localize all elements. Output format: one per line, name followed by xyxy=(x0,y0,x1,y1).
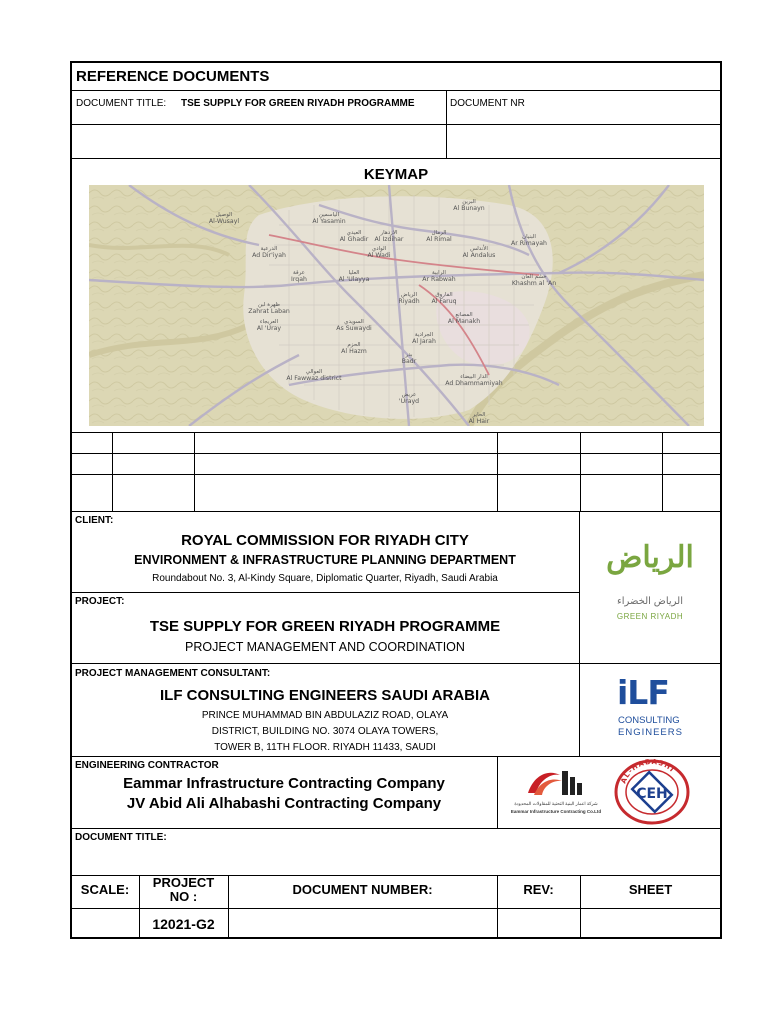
contractor-line-1: Eammar Infrastructure Contracting Company xyxy=(123,775,445,792)
project-name: TSE SUPPLY FOR GREEN RIYADH PROGRAMME xyxy=(149,618,501,635)
map-label-arabic: البرين xyxy=(462,199,476,205)
pmc-address-line-2: DISTRICT, BUILDING NO. 3074 OLAYA TOWERS, xyxy=(211,726,439,737)
map-label-arabic: عرقة xyxy=(293,270,305,276)
map-label: Al Hair xyxy=(468,418,490,425)
svg-text:AL-HABASHI: AL-HABASHI xyxy=(619,758,677,785)
revision-cell[interactable] xyxy=(500,456,577,471)
revision-cell[interactable] xyxy=(115,477,191,508)
map-label: Al 'Uray xyxy=(256,325,282,332)
alhabashi-logo-mark xyxy=(612,758,692,826)
revision-cell[interactable] xyxy=(665,477,718,508)
revision-cell[interactable] xyxy=(74,456,109,471)
alhabashi-logo xyxy=(612,758,692,826)
map-label-arabic: الياسمين xyxy=(318,212,340,218)
map-label: Al Fawwaz district xyxy=(286,375,342,382)
map-label: Al Yasamin xyxy=(312,218,346,225)
map-label: Ar Rabwah xyxy=(422,276,456,283)
map-label: Al Jarah xyxy=(412,338,436,345)
map-label: Al Ghadir xyxy=(339,236,369,243)
doc-nr-input[interactable] xyxy=(448,126,720,158)
eammar-logo xyxy=(506,765,606,820)
document-title-label: DOCUMENT TITLE: xyxy=(75,832,167,843)
map-label: Al Faruq xyxy=(431,298,457,305)
pmc-label: PROJECT MANAGEMENT CONSULTANT: xyxy=(75,668,271,679)
ilf-logo-line-1: CONSULTING xyxy=(618,715,680,726)
map-label: Al Manakh xyxy=(447,318,481,325)
doc-title-value: TSE SUPPLY FOR GREEN RIYADH PROGRAMME xyxy=(181,98,415,109)
map-label-arabic: الدار البيضاء xyxy=(460,374,488,380)
map-label-arabic: ظهرة لبن xyxy=(257,302,281,308)
map-label: 'Urayd xyxy=(398,398,420,405)
map-label: Al Bunayn xyxy=(453,205,485,212)
keymap-title: KEYMAP xyxy=(363,166,429,183)
map-label-arabic: الجرادية xyxy=(414,332,434,338)
map-label-arabic: الحاير xyxy=(472,412,486,418)
document-title-input[interactable] xyxy=(72,846,720,874)
reference-documents-heading: REFERENCE DOCUMENTS xyxy=(76,68,270,85)
map-label-arabic: الرمال xyxy=(431,230,447,236)
revision-cell[interactable] xyxy=(115,435,191,450)
map-label-arabic: عريض xyxy=(401,392,417,398)
rev-label: REV: xyxy=(523,882,554,897)
map-label-arabic: الحزم xyxy=(347,342,361,348)
map-label-arabic: السويدي xyxy=(344,319,364,325)
eammar-logo-mark xyxy=(526,765,586,799)
map-label-arabic: البنيان xyxy=(522,234,536,240)
map-label: Ad Dir'iyah xyxy=(252,252,286,259)
map-label: Irqah xyxy=(291,276,307,283)
map-label: Ad Dhammamiyah xyxy=(445,380,503,387)
pmc-address-line-3: TOWER B, 11TH FLOOR. RIYADH 11433, SAUDI xyxy=(214,742,436,753)
map-label-arabic: العريجاء xyxy=(259,319,279,325)
map-label-arabic: المصانع xyxy=(455,312,473,318)
map-label-arabic: الرياض xyxy=(400,292,418,298)
keymap-image xyxy=(89,185,704,426)
map-label: Al Andalus xyxy=(462,252,496,259)
eammar-logo-arabic: شركة اعمار البنية التحتية للمقاولات المحدودة xyxy=(514,801,598,806)
revision-cell[interactable] xyxy=(74,477,109,508)
client-department: ENVIRONMENT & INFRASTRUCTURE PLANNING DEPARTMENT xyxy=(134,553,516,567)
map-label: Riyadh xyxy=(398,298,420,305)
map-label-arabic: الفاروق xyxy=(435,292,453,298)
project-label: PROJECT: xyxy=(75,596,125,607)
revision-cell[interactable] xyxy=(115,456,191,471)
revision-cell[interactable] xyxy=(74,435,109,450)
map-label: Al Hazm xyxy=(341,348,367,355)
doc-title-input[interactable] xyxy=(72,126,444,158)
map-label: Al Izdihar xyxy=(374,236,404,243)
map-label: Al-Wusayl xyxy=(208,218,240,225)
map-label: Al Wadi xyxy=(367,252,391,259)
revision-cell[interactable] xyxy=(197,477,494,508)
map-label-arabic: الدرعية xyxy=(260,246,278,252)
green-riyadh-logo-arabic-sub: الرياض الخضراء xyxy=(617,596,683,607)
client-name: ROYAL COMMISSION FOR RIYADH CITY xyxy=(181,532,469,549)
map-label: As Suwaydi xyxy=(336,325,372,332)
revision-cell[interactable] xyxy=(197,456,494,471)
map-label-arabic: بدر xyxy=(405,352,413,358)
map-label-arabic: الوادي xyxy=(371,246,387,252)
map-label-arabic: العوالي xyxy=(305,369,323,375)
map-label-arabic: العيدي xyxy=(346,230,362,236)
revision-cell[interactable] xyxy=(197,435,494,450)
ilf-logo-line-2: ENGINEERS xyxy=(618,727,683,738)
map-label: Al Rimal xyxy=(426,236,452,243)
pmc-address-line-1: PRINCE MUHAMMAD BIN ABDULAZIZ ROAD, OLAYA xyxy=(201,710,449,721)
map-label-arabic: الأندلس xyxy=(470,246,488,252)
map-label: Zahrat Laban xyxy=(248,308,290,315)
revision-cell[interactable] xyxy=(583,456,659,471)
contractor-label: ENGINEERING CONTRACTOR xyxy=(75,760,219,771)
map-label: Al 'Ulayya xyxy=(338,276,370,283)
map-label: Ar Rimayah xyxy=(511,240,547,247)
map-label: Badr xyxy=(401,358,417,365)
eammar-logo-english: Eammar Infrastructure Contracting Co.Ltd xyxy=(510,809,602,814)
revision-cell[interactable] xyxy=(583,477,659,508)
contractor-line-2: JV Abid Ali Alhabashi Contracting Company xyxy=(126,795,442,812)
revision-cell[interactable] xyxy=(500,477,577,508)
pmc-name: ILF CONSULTING ENGINEERS SAUDI ARABIA xyxy=(159,687,490,704)
doc-nr-label: DOCUMENT NR xyxy=(450,98,525,109)
project-subtitle: PROJECT MANAGEMENT AND COORDINATION xyxy=(185,640,465,654)
green-riyadh-logo-arabic: الرياض xyxy=(606,540,694,575)
client-label: CLIENT: xyxy=(75,515,114,526)
revision-cell[interactable] xyxy=(665,435,718,450)
client-address: Roundabout No. 3, Al-Kindy Square, Diplomatic Quarter, Riyadh, Saudi Arabia xyxy=(152,573,498,584)
map-label-arabic: الرابية xyxy=(432,270,446,276)
svg-text:CEH: CEH xyxy=(636,786,668,802)
ilf-logo xyxy=(617,673,683,741)
project-no-label-1: PROJECT xyxy=(152,875,215,890)
revision-cell[interactable] xyxy=(583,435,659,450)
project-no-label-2: NO : xyxy=(169,889,198,904)
document-number-label: DOCUMENT NUMBER: xyxy=(292,882,433,897)
map-label-arabic: الوصيل xyxy=(215,212,233,218)
green-riyadh-logo-text: GREEN RIYADH xyxy=(616,612,684,621)
sheet-label: SHEET xyxy=(628,882,673,897)
map-label-arabic: الازدهار xyxy=(380,230,398,236)
ilf-logo-mark: iLF xyxy=(617,673,669,712)
project-no-value: 12021-G2 xyxy=(152,916,215,932)
map-label: Khashm al 'An xyxy=(511,280,557,287)
green-riyadh-logo xyxy=(595,540,705,636)
doc-title-label: DOCUMENT TITLE: xyxy=(76,98,167,109)
map-label-arabic: خشم العان xyxy=(521,274,547,280)
map-label-arabic: العليا xyxy=(348,270,360,276)
revision-cell[interactable] xyxy=(665,456,718,471)
revision-cell[interactable] xyxy=(500,435,577,450)
scale-label: SCALE: xyxy=(80,882,130,897)
